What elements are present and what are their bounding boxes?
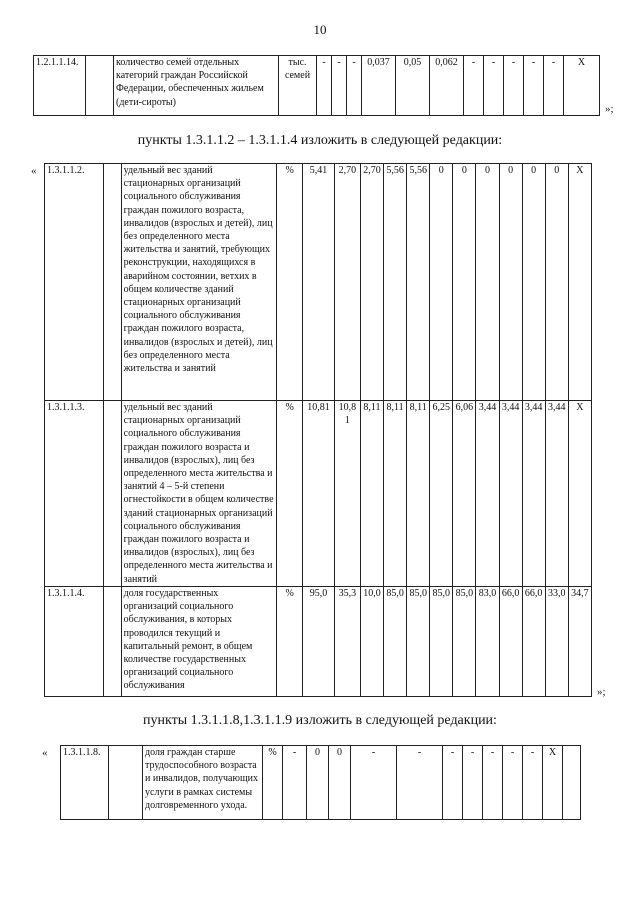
value-cell: -: [347, 56, 362, 116]
row-number: 1.3.1.1.2.: [45, 164, 104, 401]
empty-cell: [103, 587, 121, 697]
value-cell: -: [351, 746, 397, 820]
unit-cell: %: [263, 746, 283, 820]
empty-cell: [109, 746, 143, 820]
value-cell: 66,0: [522, 587, 545, 697]
value-cell: 66,0: [499, 587, 522, 697]
table-row: [45, 164, 592, 401]
closing-mark: »;: [605, 103, 614, 115]
value-cell: 3,44: [476, 401, 499, 587]
row-number: 1.3.1.1.8.: [61, 746, 109, 820]
value-cell: -: [464, 56, 484, 116]
empty-cell: [103, 164, 121, 401]
value-cell: X: [568, 164, 591, 401]
value-cell: -: [443, 746, 463, 820]
value-cell: 85,0: [384, 587, 407, 697]
table-row: [45, 401, 592, 587]
value-cell: -: [504, 56, 524, 116]
value-cell: 8,11: [360, 401, 383, 587]
value-cell: 10,0: [360, 587, 383, 697]
value-cell: 0,037: [362, 56, 396, 116]
value-cell: 0: [522, 164, 545, 401]
value-cell: -: [503, 746, 523, 820]
value-cell: 35,3: [334, 587, 360, 697]
table-top: [33, 55, 600, 116]
page-number: 10: [313, 22, 327, 37]
value-cell: 3,44: [545, 401, 568, 587]
value-cell: 95,0: [303, 587, 334, 697]
value-cell: 0: [499, 164, 522, 401]
section-heading: пункты 1.3.1.1.8,1.3.1.1.9 изложить в следующей редакции:: [143, 713, 497, 728]
opening-quote: «: [31, 165, 37, 177]
empty-cell: [86, 56, 114, 116]
table-row: [34, 56, 600, 116]
value-cell: 3,44: [522, 401, 545, 587]
value-cell: 0: [307, 746, 329, 820]
indicator-name: удельный вес зданий стационарных организаций социального обслуживания граждан пожилого возраста, инвалидов (взрослых и детей), лиц без определенного места жительства и занятий, требующих реконструкции, находящихся в аварийном состоянии, ветхих в общем количестве зданий стационарных организаций социального обслуживания граждан пожилого возраста, инвалидов (взрослых и детей), лиц без определенного места жительства и занятий: [121, 164, 276, 401]
unit-cell: %: [277, 401, 303, 587]
indicator-name: количество семей отдельных категорий граждан Российской Федерации, обеспеченных жильем (дети-сироты): [114, 56, 279, 116]
unit-cell: %: [277, 587, 303, 697]
unit-cell: %: [277, 164, 303, 401]
value-cell: 85,0: [407, 587, 430, 697]
unit-cell: тыс. семей: [279, 56, 317, 116]
value-cell: 0,062: [430, 56, 464, 116]
table-row: [45, 587, 592, 697]
value-cell: -: [523, 746, 543, 820]
value-cell: -: [332, 56, 347, 116]
table-middle: [44, 163, 592, 697]
value-cell: 0: [545, 164, 568, 401]
value-cell: 8,11: [407, 401, 430, 587]
value-cell: 8,11: [384, 401, 407, 587]
value-cell: -: [483, 746, 503, 820]
empty-cell: [103, 401, 121, 587]
value-cell: X: [568, 401, 591, 587]
section-heading: пункты 1.3.1.1.2 – 1.3.1.1.4 изложить в следующей редакции:: [137, 133, 503, 148]
value-cell: 3,44: [499, 401, 522, 587]
opening-quote: «: [42, 747, 48, 759]
row-number: 1.3.1.1.4.: [45, 587, 104, 697]
value-cell: 0: [476, 164, 499, 401]
value-cell: -: [317, 56, 332, 116]
indicator-name: удельный вес зданий стационарных организаций социального обслуживания граждан пожилого возраста и инвалидов (взрослых), лиц без определенного места жительства и занятий 4 – 5-й степени огнестойкости в общем количестве зданий стационарных организаций социального обслуживания граждан пожилого возраста и инвалидов (взрослых), лиц без определенного места жительства и занятий: [121, 401, 276, 587]
value-cell: 2,70: [360, 164, 383, 401]
row-number: 1.3.1.1.3.: [45, 401, 104, 587]
table-row: [61, 746, 581, 820]
indicator-name: доля граждан старше трудоспособного возраста и инвалидов, получающих услуги в рамках системы долговременного ухода.: [143, 746, 263, 820]
value-cell: 0: [329, 746, 351, 820]
value-cell: X: [564, 56, 600, 116]
value-cell: -: [524, 56, 544, 116]
value-cell: -: [283, 746, 307, 820]
closing-mark: »;: [597, 686, 606, 698]
value-cell: 83,0: [476, 587, 499, 697]
value-cell: 10,81: [334, 401, 360, 587]
value-cell: 34,7: [568, 587, 591, 697]
value-cell: -: [463, 746, 483, 820]
empty-cell: [563, 746, 581, 820]
row-number: 1.2.1.1.14.: [34, 56, 86, 116]
value-cell: 6,06: [453, 401, 476, 587]
value-cell: 5,56: [384, 164, 407, 401]
value-cell: 0: [453, 164, 476, 401]
indicator-name: доля государственных организаций социального обслуживания, в которых проводился текущий и капитальный ремонт, в общем количестве государственных организаций социального обслуживания: [121, 587, 276, 697]
value-cell: X: [543, 746, 563, 820]
value-cell: 5,56: [407, 164, 430, 401]
value-cell: 6,25: [430, 401, 453, 587]
value-cell: 85,0: [453, 587, 476, 697]
value-cell: -: [544, 56, 564, 116]
table-bottom: [60, 745, 581, 820]
value-cell: -: [397, 746, 443, 820]
value-cell: 0,05: [396, 56, 430, 116]
value-cell: 85,0: [430, 587, 453, 697]
value-cell: 33,0: [545, 587, 568, 697]
value-cell: 0: [430, 164, 453, 401]
value-cell: 2,70: [334, 164, 360, 401]
value-cell: 5,41: [303, 164, 334, 401]
value-cell: 10,81: [303, 401, 334, 587]
value-cell: -: [484, 56, 504, 116]
